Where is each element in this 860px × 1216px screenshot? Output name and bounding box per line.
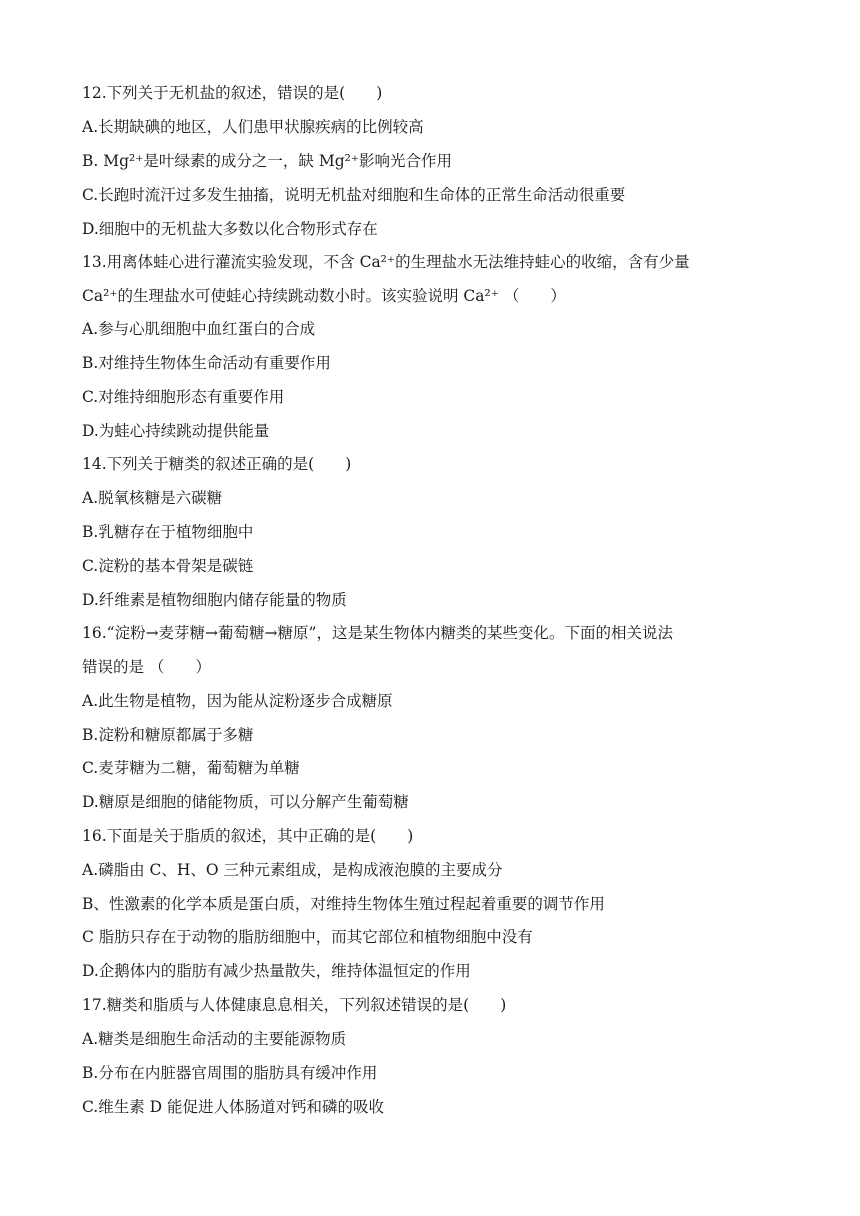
question-13-stem-line-1: 13.用离体蛙心进行灌流实验发现，不含 Ca²⁺的生理盐水无法维持蛙心的收缩，含有少量 [82,253,690,271]
question-16b-option-d: D.企鹅体内的脂肪有减少热量散失，维持体温恒定的作用 [82,962,471,980]
question-14-option-b: B.乳糖存在于植物细胞中 [82,523,254,541]
question-13-option-d: D.为蛙心持续跳动提供能量 [82,422,270,440]
question-16b-option-c: C 脂肪只存在于动物的脂肪细胞中，而其它部位和植物细胞中没有 [82,928,533,946]
question-16a-option-d: D.糖原是细胞的储能物质，可以分解产生葡萄糖 [82,793,409,811]
question-14-option-d: D.纤维素是植物细胞内储存能量的物质 [82,591,347,609]
question-16a-stem-line-2: 错误的是 （ ） [82,658,211,676]
question-13-option-b: B.对维持生物体生命活动有重要作用 [82,354,331,372]
question-13-option-a: A.参与心肌细胞中血红蛋白的合成 [82,320,316,338]
question-16a-option-c: C.麦芽糖为二糖，葡萄糖为单糖 [82,759,300,777]
question-12-stem: 12.下列关于无机盐的叙述，错误的是( ) [82,84,383,102]
question-12-option-b: B. Mg²⁺是叶绿素的成分之一，缺 Mg²⁺影响光合作用 [82,152,453,170]
question-12-option-d: D.细胞中的无机盐大多数以化合物形式存在 [82,220,378,238]
question-17-option-a: A.糖类是细胞生命活动的主要能源物质 [82,1030,347,1048]
question-14-option-a: A.脱氧核糖是六碳糖 [82,489,223,507]
question-16a-stem-line-1: 16.“淀粉→麦芽糖→葡萄糖→糖原”，这是某生物体内糖类的某些变化。下面的相关说法 [82,624,673,642]
question-16b-option-a: A.磷脂由 C、H、O 三种元素组成，是构成液泡膜的主要成分 [82,861,503,879]
question-13-stem-line-2: Ca²⁺的生理盐水可使蛙心持续跳动数小时。该实验说明 Ca²⁺ （ ） [82,287,566,305]
question-17-option-c: C.维生素 D 能促进人体肠道对钙和磷的吸收 [82,1098,385,1116]
question-13-option-c: C.对维持细胞形态有重要作用 [82,388,285,406]
question-12-option-c: C.长跑时流汗过多发生抽搐，说明无机盐对细胞和生命体的正常生命活动很重要 [82,186,626,204]
question-14-stem: 14.下列关于糖类的叙述正确的是( ) [82,455,352,473]
question-17-stem: 17.糖类和脂质与人体健康息息相关，下列叙述错误的是( ) [82,996,507,1014]
question-14-option-c: C.淀粉的基本骨架是碳链 [82,557,254,575]
question-16b-option-b: B、性激素的化学本质是蛋白质，对维持生物体生殖过程起着重要的调节作用 [82,895,605,913]
question-16b-stem: 16.下面是关于脂质的叙述，其中正确的是( ) [82,827,414,845]
question-16a-option-a: A.此生物是植物，因为能从淀粉逐步合成糖原 [82,692,393,710]
question-17-option-b: B.分布在内脏器官周围的脂肪具有缓冲作用 [82,1064,378,1082]
question-16a-option-b: B.淀粉和糖原都属于多糖 [82,726,254,744]
question-12-option-a: A.长期缺碘的地区，人们患甲状腺疾病的比例较高 [82,118,424,136]
